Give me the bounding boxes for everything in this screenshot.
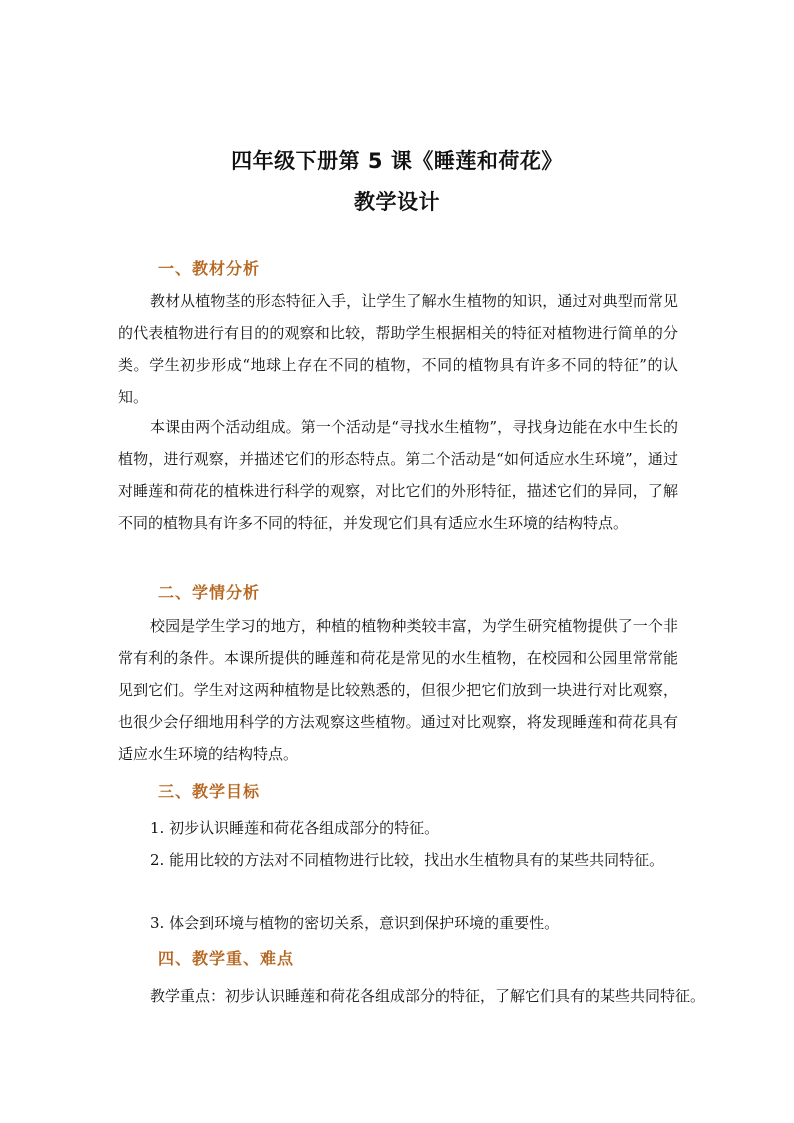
section-heading-student-analysis: 二、学情分析 bbox=[158, 583, 261, 602]
paragraph-student-analysis: 校园是学生学习的地方，种植的植物种类较丰富，为学生研究植物提供了一个非常有利的条件。本课所提供的睡莲和荷花是常见的水生植物，在校园和公园里常常能见到它们。学生对这两种植物是比较熟悉的，但很少把它们放到一块进行对比观察，也很少会仔细地用科学的方法观察这些植物。通过对比观察，将发现睡莲和荷花具有适应水生环境的结构特点。 bbox=[118, 617, 678, 763]
teaching-goal-item: 3. 体会到环境与植物的密切关系，意识到保护环境的重要性。 bbox=[150, 914, 560, 932]
teaching-goal-item: 2. 能用比较的方法对不同植物进行比较，找出水生植物具有的某些共同特征。 bbox=[150, 851, 665, 869]
paragraph-materials-analysis-1: 教材从植物茎的形态特征入手，让学生了解水生植物的知识，通过对典型而常见的代表植物进行有目的的观察和比较，帮助学生根据相关的特征对植物进行简单的分类。学生初步形成“地球上存在不同的植物，不同的植物具有许多不同的特征”的认知。 bbox=[118, 292, 678, 406]
section-heading-teaching-goals: 三、教学目标 bbox=[158, 782, 261, 801]
document-subtitle: 教学设计 bbox=[354, 190, 440, 214]
teaching-goal-item: 1. 初步认识睡莲和荷花各组成部分的特征。 bbox=[150, 819, 440, 837]
paragraph-materials-analysis-2: 本课由两个活动组成。第一个活动是“寻找水生植物”，寻找身边能在水中生长的植物，进行观察，并描述它们的形态特点。第二个活动是“如何适应水生环境”，通过对睡莲和荷花的植株进行科学的观察，对比它们的外形特征，描述它们的异同，了解不同的植物具有许多不同的特征，并发现它们具有适应水生环境的结构特点。 bbox=[118, 418, 678, 532]
section-heading-key-points: 四、教学重、难点 bbox=[158, 949, 295, 968]
document-title: 四年级下册第 5 课《睡莲和荷花》 bbox=[231, 149, 563, 173]
section-heading-materials-analysis: 一、教材分析 bbox=[158, 259, 261, 278]
paragraph-key-points: 教学重点：初步认识睡莲和荷花各组成部分的特征，了解它们具有的某些共同特征。 bbox=[150, 987, 706, 1005]
